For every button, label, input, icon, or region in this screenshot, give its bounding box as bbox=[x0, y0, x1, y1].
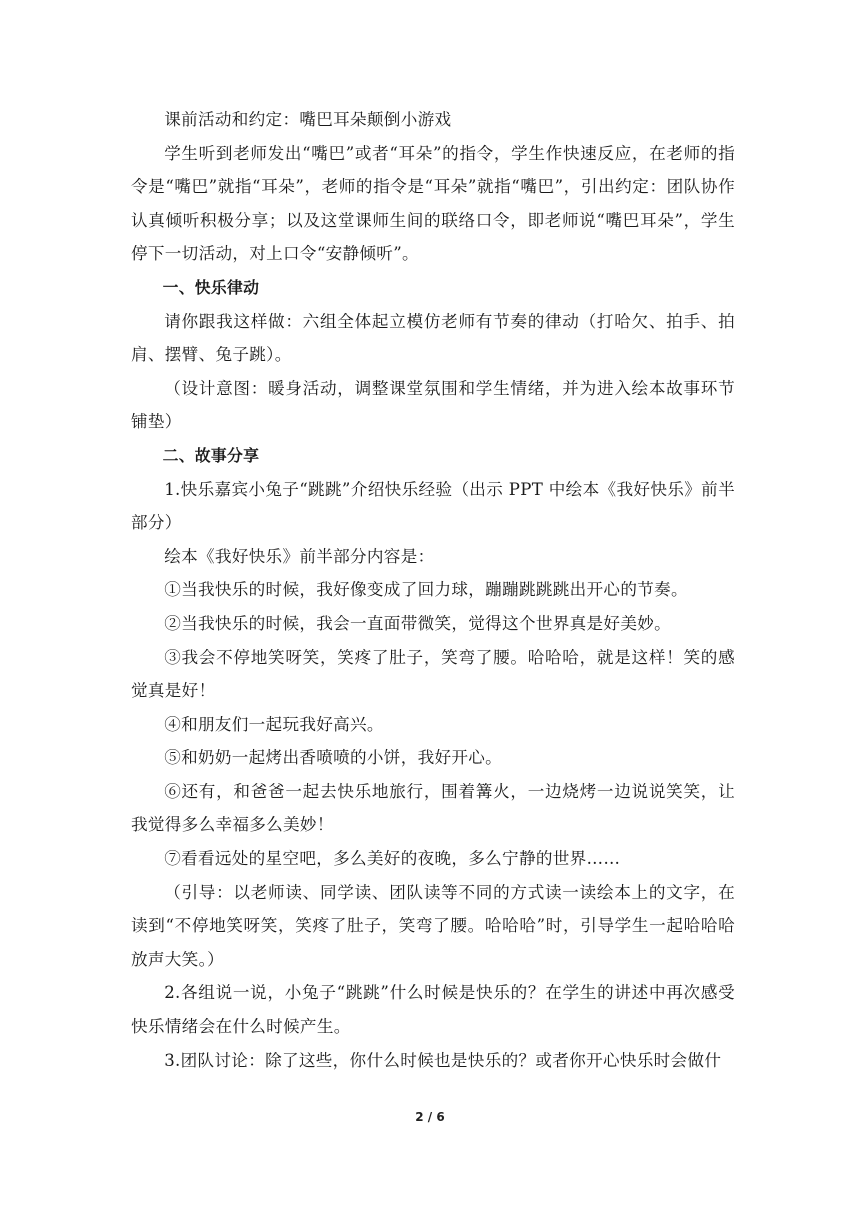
section-heading-2: 二、故事分享 bbox=[162, 445, 260, 465]
list-item: ⑥还有，和爸爸一起去快乐地旅行，围着篝火，一边烧烤一边说说笑笑，让我觉得多么幸福多么美妙！ bbox=[131, 781, 735, 835]
paragraph-preclass-activity: 课前活动和约定：嘴巴耳朵颠倒小游戏 bbox=[164, 110, 452, 129]
paragraph-guidance: （引导：以老师读、同学读、团队读等不同的方式读一读绘本上的文字，在读到“不停地笑呀笑，笑疼了肚子，笑弯了腰。哈哈哈”时，引导学生一起哈哈哈放声大笑。） bbox=[131, 882, 735, 969]
list-item: ②当我快乐的时候，我会一直面带微笑，觉得这个世界真是好美妙。 bbox=[164, 613, 671, 633]
paragraph-step-1: 1.快乐嘉宾小兔子“跳跳”介绍快乐经验（出示 PPT 中绘本《我好快乐》前半部分） bbox=[131, 479, 735, 533]
page-body bbox=[131, 103, 735, 1077]
paragraph-design-intent: （设计意图：暖身活动，调整课堂氛围和学生情绪，并为进入绘本故事环节铺垫） bbox=[131, 378, 735, 432]
list-item: ⑦看看远处的星空吧，多么美好的夜晚，多么宁静的世界…… bbox=[164, 849, 621, 869]
paragraph-step-3: 3.团队讨论：除了这些，你什么时候也是快乐的？或者你开心快乐时会做什 bbox=[164, 1050, 722, 1070]
paragraph-book-intro: 绘本《我好快乐》前半部分内容是： bbox=[164, 546, 435, 566]
list-item: ④和朋友们一起玩我好高兴。 bbox=[164, 714, 384, 734]
paragraph-game-rules: 学生听到老师发出“嘴巴”或者“耳朵”的指令，学生作快速反应，在老师的指令是“嘴巴”就指“耳朵”，老师的指令是“耳朵”就指“嘴巴”，引出约定：团队协作认真倾听积极分享；以及这堂课师生间的联络口令，即老师说“嘴巴耳朵”，学生停下一切活动，对上口令“安静倾听”。 bbox=[131, 143, 735, 264]
paragraph-rhythm: 请你跟我这样做：六组全体起立模仿老师有节奏的律动（打哈欠、拍手、拍肩、摆臂、兔子跳）。 bbox=[131, 311, 735, 365]
list-item: ⑤和奶奶一起烤出香喷喷的小饼，我好开心。 bbox=[164, 748, 503, 768]
list-item: ③我会不停地笑呀笑，笑疼了肚子，笑弯了腰。哈哈哈，就是这样！笑的感觉真是好！ bbox=[131, 647, 735, 701]
section-heading-1: 一、快乐律动 bbox=[162, 277, 260, 297]
paragraph-step-2: 2.各组说一说，小兔子“跳跳”什么时候是快乐的？在学生的讲述中再次感受快乐情绪会在什么时候产生。 bbox=[131, 983, 735, 1037]
page-number: 2 / 6 bbox=[415, 1110, 445, 1124]
list-item: ①当我快乐的时候，我好像变成了回力球，蹦蹦跳跳跳出开心的节奏。 bbox=[164, 580, 688, 600]
